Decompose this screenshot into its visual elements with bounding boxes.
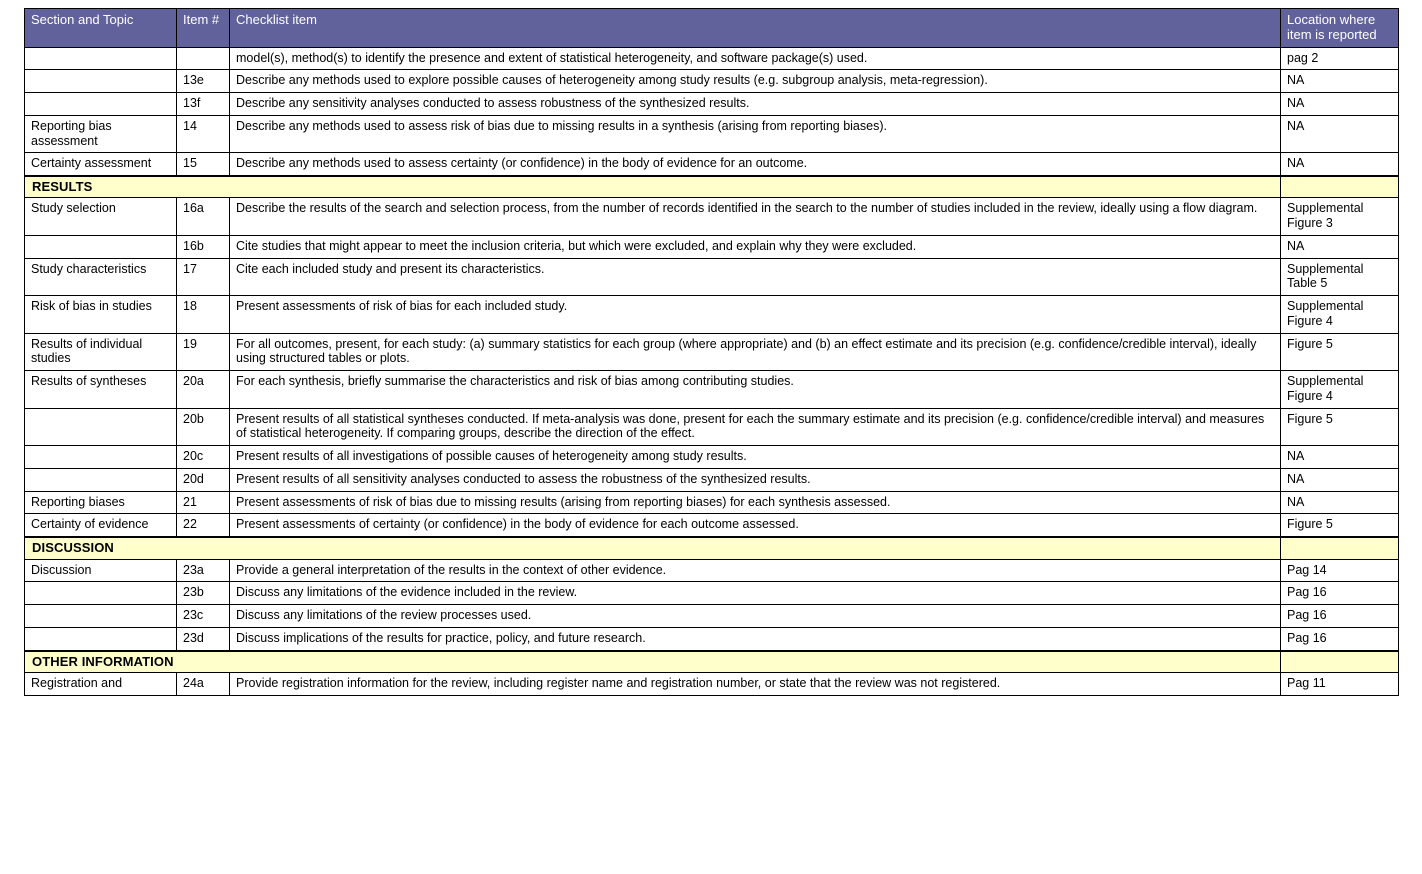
cell-item-number: 20b: [177, 408, 230, 446]
section-banner-location-cell: [1281, 537, 1399, 559]
cell-checklist-item: For all outcomes, present, for each study: (a) summary statistics for each group (where appropriate) and (b) an effect estimate and its precision (e.g. confidence/credible interval), ideally using structured tables or plots.: [230, 333, 1281, 371]
cell-item-number: 13e: [177, 70, 230, 93]
table-row: [25, 582, 1399, 605]
cell-location-reported: pag 2: [1281, 47, 1399, 70]
cell-location-reported: NA: [1281, 468, 1399, 491]
cell-location-reported: NA: [1281, 115, 1399, 153]
cell-item-number: 22: [177, 514, 230, 537]
cell-section-and-topic: [25, 582, 177, 605]
cell-section-and-topic: Discussion: [25, 559, 177, 582]
table-row: [25, 559, 1399, 582]
table-row: [25, 70, 1399, 93]
cell-location-reported: Supplemental Figure 4: [1281, 296, 1399, 334]
cell-section-and-topic: Registration and: [25, 672, 177, 695]
cell-checklist-item: Cite studies that might appear to meet the inclusion criteria, but which were excluded, and explain why they were excluded.: [230, 235, 1281, 258]
cell-section-and-topic: Results of individual studies: [25, 333, 177, 371]
section-banner-location-cell: [1281, 651, 1399, 673]
column-header-checklist-item: Checklist item: [230, 9, 1281, 48]
table-header: [25, 9, 1399, 48]
table-row: [25, 408, 1399, 446]
cell-location-reported: Figure 5: [1281, 333, 1399, 371]
cell-item-number: 16b: [177, 235, 230, 258]
section-banner-location-cell: [1281, 176, 1399, 198]
cell-item-number: [177, 47, 230, 70]
cell-item-number: 23b: [177, 582, 230, 605]
cell-item-number: 19: [177, 333, 230, 371]
cell-checklist-item: Provide registration information for the review, including register name and registration number, or state that the review was not registered.: [230, 672, 1281, 695]
cell-item-number: 20a: [177, 371, 230, 409]
table-row: [25, 491, 1399, 514]
cell-section-and-topic: Certainty of evidence: [25, 514, 177, 537]
cell-section-and-topic: Risk of bias in studies: [25, 296, 177, 334]
cell-checklist-item: Describe the results of the search and selection process, from the number of records identified in the search to the number of studies included in the review, ideally using a flow diagram.: [230, 198, 1281, 236]
cell-checklist-item: Cite each included study and present its characteristics.: [230, 258, 1281, 296]
cell-location-reported: NA: [1281, 93, 1399, 116]
cell-item-number: 21: [177, 491, 230, 514]
cell-checklist-item: Discuss implications of the results for practice, policy, and future research.: [230, 627, 1281, 650]
table-row: [25, 514, 1399, 537]
cell-checklist-item: Describe any methods used to assess risk of bias due to missing results in a synthesis (arising from reporting biases).: [230, 115, 1281, 153]
cell-location-reported: Figure 5: [1281, 408, 1399, 446]
section-banner-row: [25, 176, 1399, 198]
cell-section-and-topic: [25, 408, 177, 446]
cell-item-number: 20d: [177, 468, 230, 491]
table-row: [25, 47, 1399, 70]
cell-item-number: 18: [177, 296, 230, 334]
cell-section-and-topic: [25, 93, 177, 116]
table-row: [25, 235, 1399, 258]
cell-section-and-topic: Reporting bias assessment: [25, 115, 177, 153]
cell-section-and-topic: Study selection: [25, 198, 177, 236]
cell-checklist-item: Provide a general interpretation of the results in the context of other evidence.: [230, 559, 1281, 582]
cell-checklist-item: For each synthesis, briefly summarise the characteristics and risk of bias among contributing studies.: [230, 371, 1281, 409]
cell-location-reported: NA: [1281, 235, 1399, 258]
cell-section-and-topic: Reporting biases: [25, 491, 177, 514]
cell-item-number: 23a: [177, 559, 230, 582]
cell-location-reported: Supplemental Figure 3: [1281, 198, 1399, 236]
cell-location-reported: Pag 16: [1281, 605, 1399, 628]
table-row: [25, 153, 1399, 176]
cell-item-number: 14: [177, 115, 230, 153]
table-row: [25, 605, 1399, 628]
table-row: [25, 93, 1399, 116]
section-banner-label: RESULTS: [25, 176, 1281, 198]
cell-location-reported: Supplemental Figure 4: [1281, 371, 1399, 409]
prisma-checklist-table: [24, 8, 1399, 696]
cell-item-number: 23d: [177, 627, 230, 650]
cell-checklist-item: Present assessments of risk of bias due to missing results (arising from reporting biases) for each synthesis assessed.: [230, 491, 1281, 514]
cell-location-reported: NA: [1281, 446, 1399, 469]
cell-section-and-topic: Results of syntheses: [25, 371, 177, 409]
cell-item-number: 16a: [177, 198, 230, 236]
cell-section-and-topic: [25, 627, 177, 650]
table-row: [25, 371, 1399, 409]
cell-item-number: 24a: [177, 672, 230, 695]
cell-checklist-item: Present results of all sensitivity analyses conducted to assess the robustness of the synthesized results.: [230, 468, 1281, 491]
cell-checklist-item: Describe any sensitivity analyses conducted to assess robustness of the synthesized results.: [230, 93, 1281, 116]
table-row: [25, 468, 1399, 491]
cell-checklist-item: Present results of all statistical syntheses conducted. If meta-analysis was done, present for each the summary estimate and its precision (e.g. confidence/credible interval) and measures of statistical heterogeneity. If comparing groups, describe the direction of the effect.: [230, 408, 1281, 446]
section-banner-row: [25, 537, 1399, 559]
table-header-row: [25, 9, 1399, 48]
section-banner-row: [25, 651, 1399, 673]
cell-section-and-topic: [25, 47, 177, 70]
cell-location-reported: Pag 14: [1281, 559, 1399, 582]
table-row: [25, 333, 1399, 371]
table-row: [25, 258, 1399, 296]
cell-section-and-topic: Study characteristics: [25, 258, 177, 296]
cell-item-number: 17: [177, 258, 230, 296]
cell-checklist-item: Present assessments of risk of bias for each included study.: [230, 296, 1281, 334]
cell-section-and-topic: [25, 235, 177, 258]
cell-location-reported: Pag 16: [1281, 627, 1399, 650]
section-banner-label: OTHER INFORMATION: [25, 651, 1281, 673]
cell-location-reported: NA: [1281, 153, 1399, 176]
column-header-location: Location where item is reported: [1281, 9, 1399, 48]
cell-item-number: 15: [177, 153, 230, 176]
cell-item-number: 23c: [177, 605, 230, 628]
cell-section-and-topic: [25, 70, 177, 93]
table-row: [25, 446, 1399, 469]
cell-item-number: 13f: [177, 93, 230, 116]
cell-item-number: 20c: [177, 446, 230, 469]
cell-location-reported: Figure 5: [1281, 514, 1399, 537]
table-row: [25, 115, 1399, 153]
column-header-section-and-topic: Section and Topic: [25, 9, 177, 48]
table-body: [25, 47, 1399, 695]
cell-location-reported: Pag 11: [1281, 672, 1399, 695]
column-header-item-number: Item #: [177, 9, 230, 48]
cell-checklist-item: Discuss any limitations of the evidence included in the review.: [230, 582, 1281, 605]
cell-checklist-item: Describe any methods used to assess certainty (or confidence) in the body of evidence for an outcome.: [230, 153, 1281, 176]
cell-checklist-item: model(s), method(s) to identify the presence and extent of statistical heterogeneity, and software package(s) used.: [230, 47, 1281, 70]
table-row: [25, 627, 1399, 650]
cell-section-and-topic: [25, 446, 177, 469]
cell-location-reported: Supplemental Table 5: [1281, 258, 1399, 296]
cell-location-reported: NA: [1281, 491, 1399, 514]
table-row: [25, 198, 1399, 236]
cell-checklist-item: Describe any methods used to explore possible causes of heterogeneity among study results (e.g. subgroup analysis, meta-regression).: [230, 70, 1281, 93]
cell-checklist-item: Present assessments of certainty (or confidence) in the body of evidence for each outcome assessed.: [230, 514, 1281, 537]
cell-section-and-topic: [25, 605, 177, 628]
cell-section-and-topic: [25, 468, 177, 491]
table-row: [25, 672, 1399, 695]
cell-section-and-topic: Certainty assessment: [25, 153, 177, 176]
cell-location-reported: NA: [1281, 70, 1399, 93]
section-banner-label: DISCUSSION: [25, 537, 1281, 559]
table-row: [25, 296, 1399, 334]
cell-checklist-item: Present results of all investigations of possible causes of heterogeneity among study results.: [230, 446, 1281, 469]
cell-checklist-item: Discuss any limitations of the review processes used.: [230, 605, 1281, 628]
cell-location-reported: Pag 16: [1281, 582, 1399, 605]
